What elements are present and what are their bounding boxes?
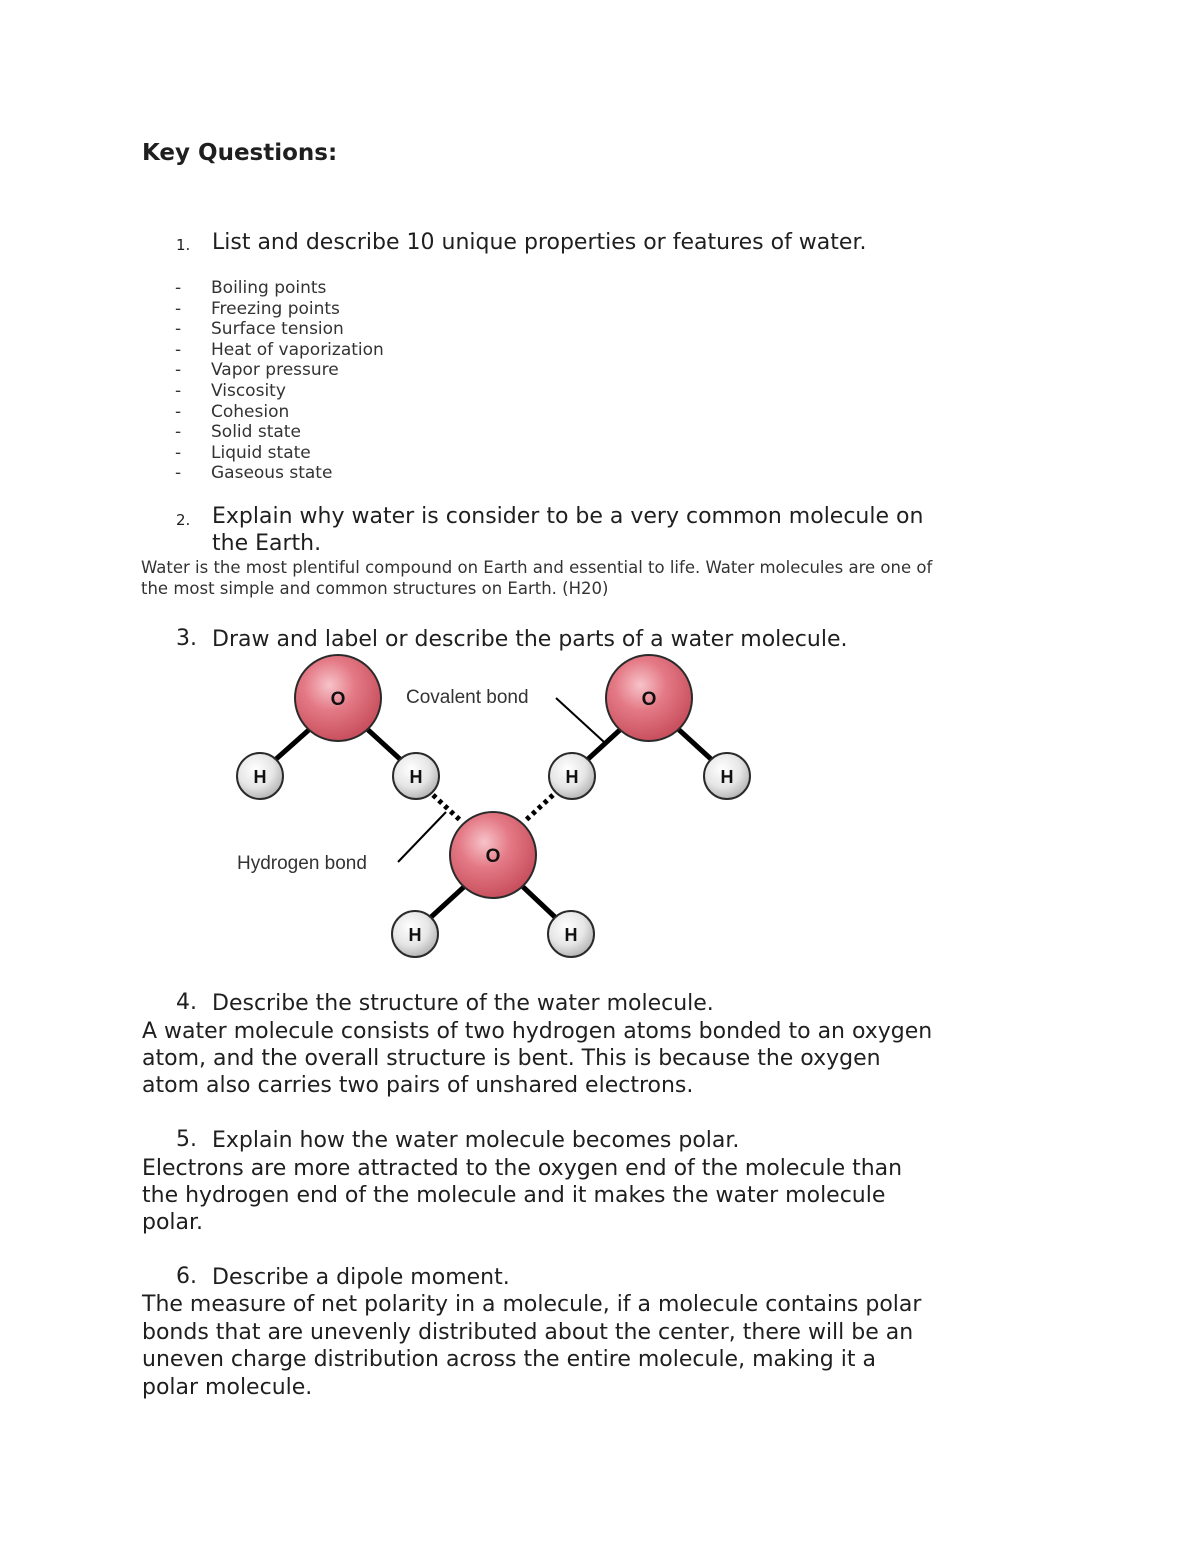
q4-answer-line: A water molecule consists of two hydrogen atoms bonded to an oxygen — [142, 1019, 933, 1044]
atom-label: H — [408, 925, 422, 945]
hydrogen-atom — [548, 911, 594, 957]
q1-number: 1. — [176, 236, 191, 254]
q6-answer-line: polar molecule. — [142, 1375, 313, 1400]
q5-answer-line: polar. — [142, 1210, 204, 1235]
q5-text: Explain how the water molecule becomes polar. — [212, 1128, 740, 1153]
q3-number: 3. — [176, 626, 197, 651]
bullet-text: Surface tension — [211, 319, 344, 340]
bullet-dash: - — [175, 339, 182, 360]
oxygen-atom — [606, 655, 692, 741]
page-heading: Key Questions: — [142, 140, 338, 166]
atom-label: H — [253, 767, 267, 787]
hydrogen-bond — [526, 795, 553, 820]
atom-label: H — [565, 767, 579, 787]
bullet-dash: - — [175, 360, 182, 381]
hydrogen-atom — [392, 911, 438, 957]
covalent-bond — [677, 728, 712, 760]
q4-number: 4. — [176, 990, 197, 1015]
hydrogen-pointer — [398, 812, 446, 862]
q3-text: Draw and label or describe the parts of a water molecule. — [212, 627, 848, 652]
atom-label: O — [485, 846, 501, 867]
q1-text: List and describe 10 unique properties or features of water. — [212, 230, 867, 255]
bullet-text: Viscosity — [211, 380, 286, 401]
bullet-text: Heat of vaporization — [211, 339, 384, 360]
q2-number: 2. — [176, 511, 191, 529]
q6-text: Describe a dipole moment. — [212, 1265, 510, 1290]
q5-number: 5. — [176, 1127, 197, 1152]
bullet-dash: - — [175, 278, 182, 298]
atom-label: H — [409, 767, 423, 787]
covalent-bond — [366, 728, 401, 760]
hydrogen-atom — [704, 753, 750, 799]
bullet-text: Liquid state — [211, 442, 311, 463]
oxygen-atom — [295, 655, 381, 741]
q5-answer-line: the hydrogen end of the molecule and it makes the water molecule — [142, 1183, 886, 1208]
hydrogen-atom — [549, 753, 595, 799]
bullet-text: Cohesion — [211, 401, 290, 422]
covalent-bond — [587, 728, 622, 760]
hydrogen-atom — [237, 753, 283, 799]
q4-text: Describe the structure of the water molecule. — [212, 991, 714, 1016]
covalent-bond — [275, 728, 311, 760]
bullet-dash: - — [175, 298, 182, 319]
covalent-pointer — [556, 698, 604, 742]
hydrogen-bond-label: Hydrogen bond — [237, 853, 367, 874]
atom-label: O — [330, 689, 346, 710]
bullet-text: Solid state — [211, 422, 301, 443]
hydrogen-bond — [433, 795, 460, 820]
hydrogen-atom — [393, 753, 439, 799]
q4-answer-line: atom also carries two pairs of unshared electrons. — [142, 1073, 694, 1098]
q2-text-line1: Explain why water is consider to be a very common molecule on — [212, 504, 924, 529]
q2-text-line2: the Earth. — [212, 531, 322, 556]
covalent-bond — [521, 885, 556, 918]
bullet-text: Boiling points — [211, 278, 327, 298]
oxygen-atom — [450, 812, 536, 898]
covalent-bond — [430, 885, 466, 918]
q5-answer-line: Electrons are more attracted to the oxygen end of the molecule than — [142, 1156, 903, 1181]
bullet-text: Gaseous state — [211, 463, 333, 484]
atom-label: O — [641, 689, 657, 710]
bullet-dash: - — [175, 380, 182, 401]
q6-answer-line: uneven charge distribution across the entire molecule, making it a — [142, 1347, 876, 1372]
bullet-dash: - — [175, 319, 182, 340]
q6-number: 6. — [176, 1264, 197, 1289]
atom-label: H — [564, 925, 578, 945]
atom-label: H — [720, 767, 734, 787]
bullet-dash: - — [175, 442, 182, 463]
q4-answer-line: atom, and the overall structure is bent. This is because the oxygen — [142, 1046, 881, 1071]
q6-answer-line: The measure of net polarity in a molecule, if a molecule contains polar — [142, 1292, 922, 1317]
bullet-text: Vapor pressure — [211, 360, 339, 381]
bullet-dash: - — [175, 422, 182, 443]
q6-answer-line: bonds that are unevenly distributed about the center, there will be an — [142, 1320, 914, 1345]
q2-answer-line2: the most simple and common structures on Earth. (H20) — [141, 579, 609, 598]
bullet-text: Freezing points — [211, 298, 340, 319]
bullet-dash: - — [175, 463, 182, 484]
covalent-bond-label: Covalent bond — [406, 687, 529, 708]
q2-answer-line1: Water is the most plentiful compound on Earth and essential to life. Water molecules are one of — [141, 558, 933, 577]
bullet-dash: - — [175, 401, 182, 422]
